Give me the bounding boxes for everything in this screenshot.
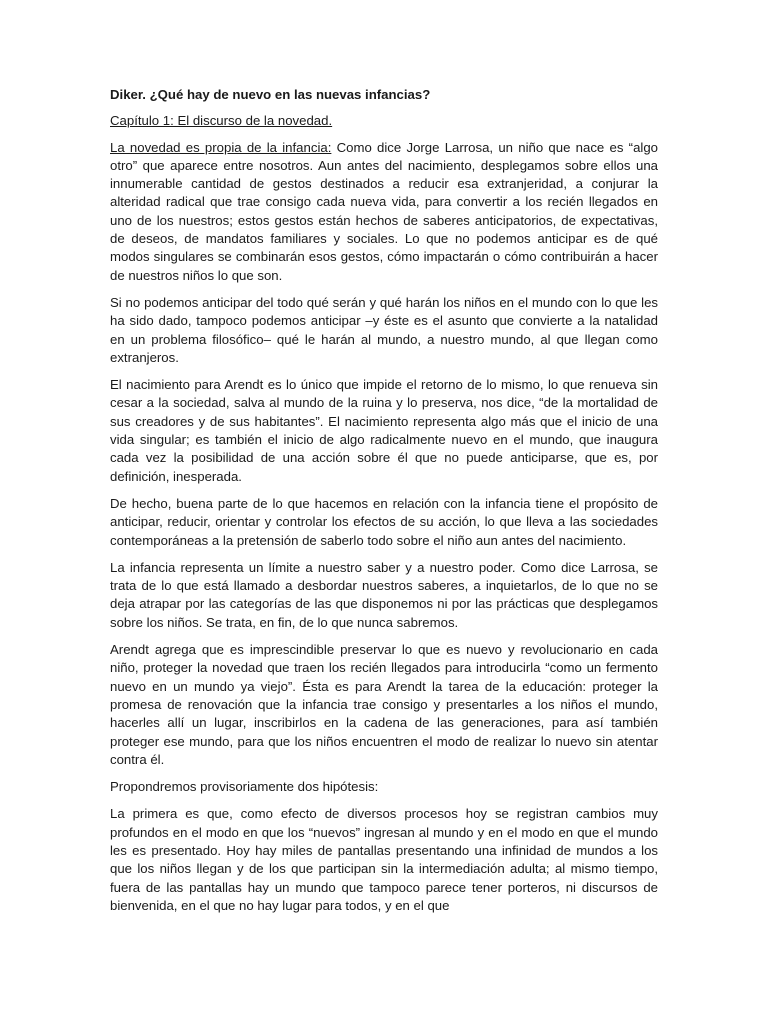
paragraph-text: El nacimiento para Arendt es lo único que impide el retorno de lo mismo, lo que renueva sin cesar a la sociedad, salva al mundo de la ruina y lo preserva, nos dice, “de la mortalidad de sus creadores y de sus habitantes”. El nacimiento representa algo más que el inicio de una vida singular; es también el inicio de algo radicalmente nuevo en el mundo, que inaugura cada vez la posibilidad de una acción sobre él que no puede anticiparse, que es, por definición, inesperada.: [110, 377, 658, 484]
paragraph-text: Como dice Jorge Larrosa, un niño que nace es “algo otro” que aparece entre nosotros. Aun antes del nacimiento, desplegamos sobre ellos una innumerable cantidad de gestos destinados a reducir esa extranjeridad, a conjurar la alteridad radical que trae consigo cada nueva vida, para convertir a los recién llegados en uno de los nuestros; estos gestos están hechos de saberes anticipatorios, de expectativas, de deseos, de mandatos familiares y sociales. Lo que no podemos anticipar es de qué modos singulares se combinarán esos gestos, cómo impactarán o cómo contribuirán a hacer de nuestros niños lo que son.: [110, 139, 659, 283]
paragraph: [110, 805, 658, 915]
paragraph-lead: La novedad es propia de la infancia:: [110, 139, 332, 155]
paragraph: [110, 294, 658, 367]
paragraph: [110, 559, 658, 632]
paragraph-text: La infancia representa un límite a nuestro saber y a nuestro poder. Como dice Larrosa, se trata de lo que está llamado a desbordar nuestros saberes, a inquietarlos, de lo que no se deja atrapar por las categorías de las que disponemos ni por las prácticas que desplegamos sobre los niños. Se trata, en fin, de lo que nunca sabremos.: [110, 559, 658, 630]
chapter-heading: Capítulo 1: El discurso de la novedad.: [110, 113, 333, 129]
paragraph: [110, 495, 658, 550]
paragraph: [110, 778, 658, 796]
paragraph-text: La primera es que, como efecto de diversos procesos hoy se registran cambios muy profundos en el modo en que los “nuevos” ingresan al mundo y en el modo en que el mundo les es presentado. Hoy hay miles de pantallas presentando una infinidad de mundos a los que los niños llegan y de los que participan sin la intermediación adulta; al mismo tiempo, fuera de las pantallas hay un mundo que tampoco parece tener porteros, ni discursos de bienvenida, en el que no hay lugar para todos, y en el que: [110, 806, 658, 913]
paragraph: [110, 641, 658, 769]
paragraph: [110, 139, 658, 285]
paragraph-text: Si no podemos anticipar del todo qué serán y qué harán los niños en el mundo con lo que les ha sido dado, tampoco podemos anticipar –y éste es el asunto que convierte a la natalidad en un problema filosófico– qué le harán al mundo, a nuestro mundo, al que llegan como extranjeros.: [110, 294, 658, 365]
paragraph-text: De hecho, buena parte de lo que hacemos en relación con la infancia tiene el propósito de anticipar, reducir, orientar y controlar los efectos de su acción, lo que lleva a las sociedades contemporáneas a la pretensión de saberlo todo sobre el niño aun antes del nacimiento.: [110, 495, 658, 548]
paragraph-text: Propondremos provisoriamente dos hipótesis:: [110, 779, 379, 795]
paragraph-text: Arendt agrega que es imprescindible preservar lo que es nuevo y revolucionario en cada niño, proteger la novedad que traen los recién llegados para introducirla “como un fermento nuevo en un mundo ya viejo”. Ésta es para Arendt la tarea de la educación: proteger la promesa de renovación que la infancia trae consigo y presentarles a los niños el mundo, hacerles allí un lugar, inscribirlos en la cadena de las generaciones, para así también proteger ese mundo, para que los niños encuentren el modo de realizar lo nuevo sin atentar contra él.: [110, 642, 658, 767]
document-page: [110, 86, 658, 915]
document-title: Diker. ¿Qué hay de nuevo en las nuevas infancias?: [110, 87, 431, 102]
paragraph: [110, 376, 658, 486]
